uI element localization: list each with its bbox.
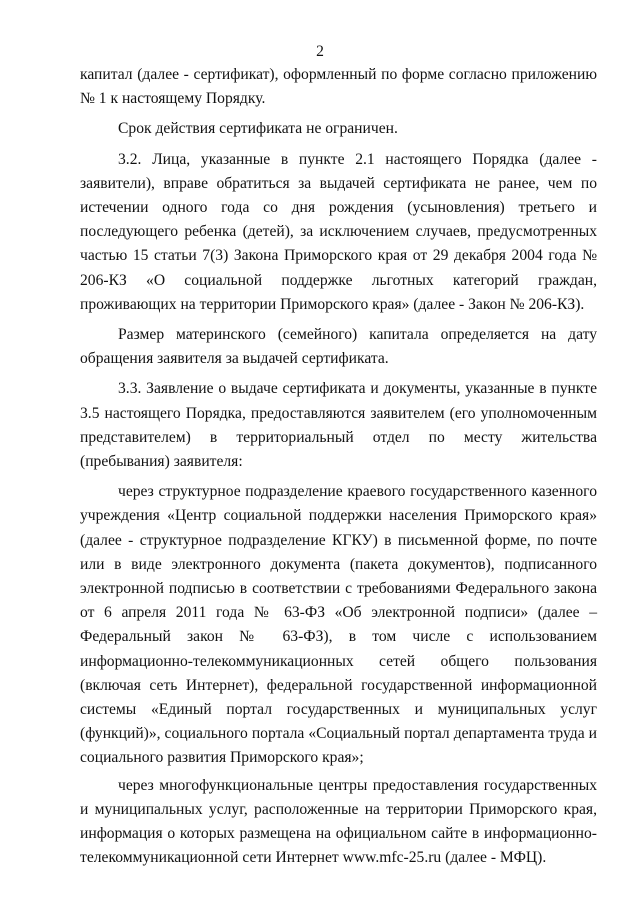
paragraph-mfc: через многофункциональные центры предоставления государственных и муниципальных услуг, расположенные на территории Приморского края, информация о которых размещена на официальном сайте в информационно-телекоммуникационной сети Интернет www.mfc-25.ru (далее - МФЦ).	[80, 776, 597, 867]
paragraph-certificate-form: капитал (далее - сертификат), оформленный по форме согласно приложению № 1 к настоящему Порядку.	[80, 66, 597, 108]
paragraph-capital-size: Размер материнского (семейного) капитала определяется на дату обращения заявителя за выдачей сертификата.	[80, 326, 597, 368]
paragraph-validity: Срок действия сертификата не ограничен.	[118, 120, 398, 138]
paragraph-3-3: 3.3. Заявление о выдаче сертификата и документы, указанные в пункте 3.5 настоящего Порядка, предоставляются заявителем (его уполномоченным представителем) в территориальный отдел по месту жительства (пребывания) заявителя:	[80, 380, 597, 471]
page-number: 2	[316, 43, 324, 60]
document-body	[80, 63, 597, 871]
paragraph-kgku: через структурное подразделение краевого государственного казенного учреждения «Центр социальной поддержки населения Приморского края» (далее - структурное подразделение КГКУ) в письменной форме, по почте или в виде электронного документа (пакета документов), подписанного электронной подписью в соответствии с требованиями Федерального закона от 6 апреля 2011 года № 63-ФЗ «Об электронной подписи» (далее – Федеральный закон № 63-ФЗ), в том числе с использованием информационно-телекоммуникационных сетей общего пользования (включая сеть Интернет), федеральной государственной информационной системы «Единый портал государственных и муниципальных услуг (функций)», социального портала «Социальный портал департамента труда и социального развития Приморского края»;	[80, 483, 597, 767]
paragraph-3-2: 3.2. Лица, указанные в пункте 2.1 настоящего Порядка (далее - заявители), вправе обратиться за выдачей сертификата не ранее, чем по истечении одного года со дня рождения (усыновления) третьего и последующего ребенка (детей), за исключением случаев, предусмотренных частью 15 статьи 7(3) Закона Приморского края от 29 декабря 2004 года № 206-КЗ «О социальной поддержке льготных категорий граждан, проживающих на территории Приморского края» (далее - Закон № 206-КЗ).	[80, 150, 597, 313]
